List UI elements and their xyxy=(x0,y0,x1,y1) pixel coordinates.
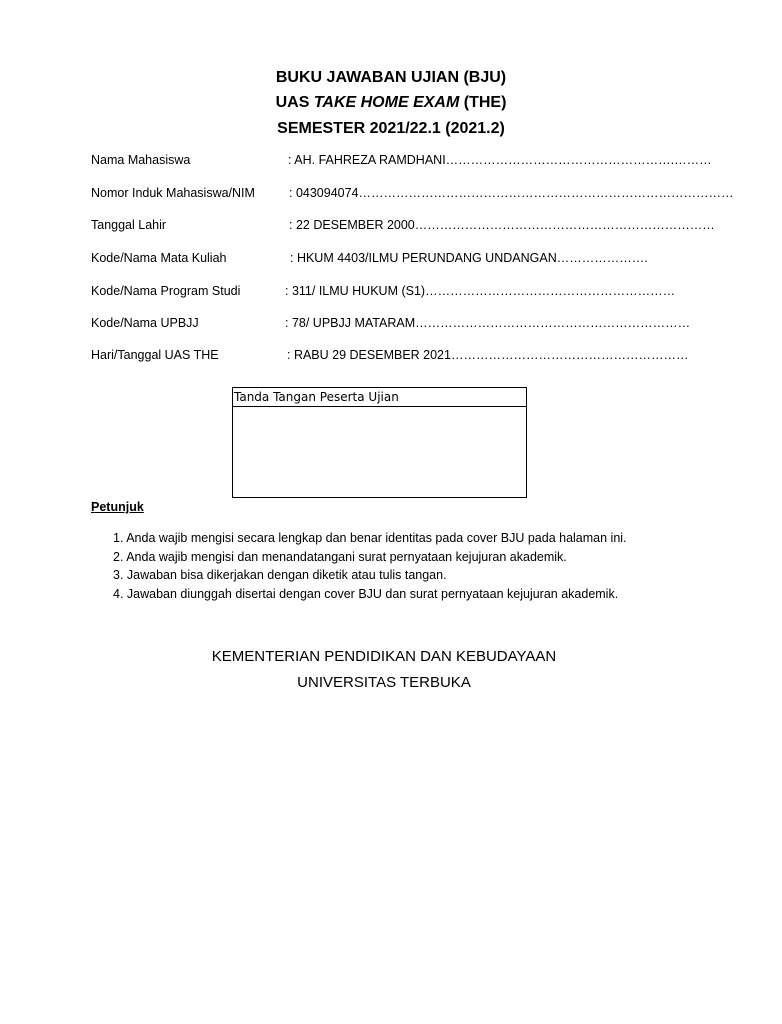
signature-area xyxy=(233,407,526,497)
field-value: : AH. FAHREZA RAMDHANI……………………………………………….……… xyxy=(288,153,712,167)
footer-ministry: KEMENTERIAN PENDIDIKAN DAN KEBUDAYAAN xyxy=(211,648,557,665)
doc-title-line2-italic: TAKE HOME EXAM xyxy=(313,94,460,111)
field-label: Nama Mahasiswa xyxy=(91,153,191,167)
field-label: Kode/Nama UPBJJ xyxy=(91,316,199,330)
signature-box-header: Tanda Tangan Peserta Ujian xyxy=(233,388,526,407)
instruction-item: 4. Jawaban diunggah disertai dengan cover BJU dan surat pernyataan kejujuran akademik. xyxy=(113,587,619,601)
doc-title-line3: SEMESTER 2021/22.1 (2021.2) xyxy=(277,120,505,137)
instruction-item: 3. Jawaban bisa dikerjakan dengan diketik atau tulis tangan. xyxy=(113,568,447,582)
field-value: : 22 DESEMBER 2000……………………………………………………………… xyxy=(289,218,715,232)
field-label: Tanggal Lahir xyxy=(91,218,167,232)
field-value: : 043094074……………………………………………………………………………… xyxy=(289,186,734,200)
instruction-item: 1. Anda wajib mengisi secara lengkap dan benar identitas pada cover BJU pada halaman ini. xyxy=(113,531,627,545)
doc-title-line2 xyxy=(0,91,782,115)
field-label: Hari/Tanggal UAS THE xyxy=(91,348,219,362)
field-value: : 311/ ILMU HUKUM (S1)…………………………………………………… xyxy=(285,284,676,298)
instructions-heading: Petunjuk xyxy=(91,500,144,514)
field-label: Kode/Nama Mata Kuliah xyxy=(91,251,227,265)
doc-title-line2-prefix: UAS xyxy=(275,94,314,111)
doc-title-line2-suffix: (THE) xyxy=(459,94,507,111)
field-value: : 78/ UPBJJ MATARAM………………………………………………………… xyxy=(285,316,691,330)
instruction-item: 2. Anda wajib mengisi dan menandatangani surat pernyataan kejujuran akademik. xyxy=(113,550,567,564)
signature-box xyxy=(232,387,527,498)
field-value: : HKUM 4403/ILMU PERUNDANG UNDANGAN…………………. xyxy=(290,251,648,265)
field-value: : RABU 29 DESEMBER 2021………………………………………………… xyxy=(287,348,689,362)
field-label: Nomor Induk Mahasiswa/NIM xyxy=(91,186,255,200)
footer-university: UNIVERSITAS TERBUKA xyxy=(297,674,471,691)
field-label: Kode/Nama Program Studi xyxy=(91,284,241,298)
doc-title-line1: BUKU JAWABAN UJIAN (BJU) xyxy=(275,69,507,86)
